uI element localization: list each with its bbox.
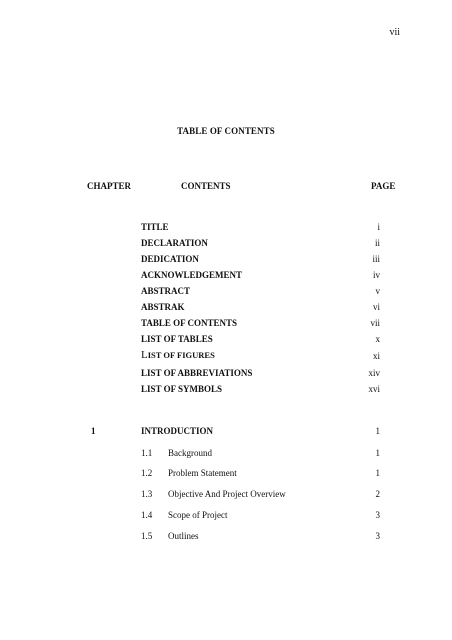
toc-entry-table-of-contents [0, 318, 452, 332]
toc-chapter-1 [0, 426, 452, 440]
section-page: 1 [375, 448, 380, 458]
toc-entry-label: TITLE [141, 222, 169, 232]
column-header-page: PAGE [371, 181, 396, 191]
toc-entry-page: iv [372, 270, 380, 280]
toc-entry-label [141, 349, 215, 361]
section-page: 1 [375, 468, 380, 478]
toc-section-1-2 [0, 468, 452, 482]
toc-entry-label: TABLE OF CONTENTS [141, 318, 238, 328]
toc-entry-page: vii [370, 318, 380, 328]
chapter-page: 1 [375, 426, 380, 436]
toc-entry-label-rest: IST OF FIGURES [147, 350, 215, 360]
section-title: Objective And Project Overview [168, 489, 286, 499]
toc-entry-list-of-symbols [0, 384, 452, 398]
toc-section-1-5 [0, 531, 452, 545]
toc-entry-title [0, 222, 452, 236]
column-header-contents: CONTENTS [181, 181, 231, 191]
toc-entry-page: xvi [368, 384, 380, 394]
section-number: 1.4 [141, 510, 153, 520]
toc-entry-label: DECLARATION [141, 238, 208, 248]
section-number: 1.2 [141, 468, 153, 478]
toc-entry-label: ACKNOWLEDGEMENT [141, 270, 243, 280]
toc-entry-page: xi [372, 351, 380, 361]
section-title: Problem Statement [168, 468, 237, 478]
toc-entry-label: LIST OF ABBREVIATIONS [141, 368, 253, 378]
toc-entry-label: LIST OF SYMBOLS [141, 384, 223, 394]
toc-entry-page: vi [372, 302, 380, 312]
section-page: 3 [375, 510, 380, 520]
section-title: Outlines [168, 531, 199, 541]
toc-entry-page: xiv [368, 368, 380, 378]
toc-entry-acknowledgement [0, 270, 452, 284]
toc-section-1-3 [0, 489, 452, 503]
chapter-number: 1 [91, 426, 96, 436]
toc-entry-page: iii [372, 254, 380, 264]
toc-heading: TABLE OF CONTENTS [177, 126, 275, 136]
toc-entry-label: ABSTRAK [141, 302, 185, 312]
chapter-title: INTRODUCTION [141, 426, 214, 436]
toc-entry-page: v [375, 286, 380, 296]
toc-entry-page: i [377, 222, 380, 232]
toc-entry-label: DEDICATION [141, 254, 199, 264]
section-number: 1.1 [141, 448, 153, 458]
toc-entry-list-of-abbreviations [0, 368, 452, 382]
page-number: vii [389, 27, 400, 38]
toc-entry-list-of-tables [0, 334, 452, 348]
toc-entry-label-initial: L [141, 349, 148, 361]
section-title: Scope of Project [168, 510, 228, 520]
section-number: 1.5 [141, 531, 153, 541]
toc-entry-abstrak [0, 302, 452, 316]
section-page: 2 [375, 489, 380, 499]
toc-entry-label: ABSTRACT [141, 286, 191, 296]
section-number: 1.3 [141, 489, 153, 499]
toc-entry-page: ii [374, 238, 380, 248]
section-page: 3 [375, 531, 380, 541]
toc-section-1-1 [0, 448, 452, 462]
toc-entry-dedication [0, 254, 452, 268]
column-header-chapter: CHAPTER [87, 181, 132, 191]
toc-entry-list-of-figures [0, 351, 452, 365]
toc-section-1-4 [0, 510, 452, 524]
toc-entry-page: x [375, 334, 380, 344]
section-title: Background [168, 448, 212, 458]
toc-entry-label: LIST OF TABLES [141, 334, 213, 344]
toc-entry-declaration [0, 238, 452, 252]
toc-entry-abstract [0, 286, 452, 300]
